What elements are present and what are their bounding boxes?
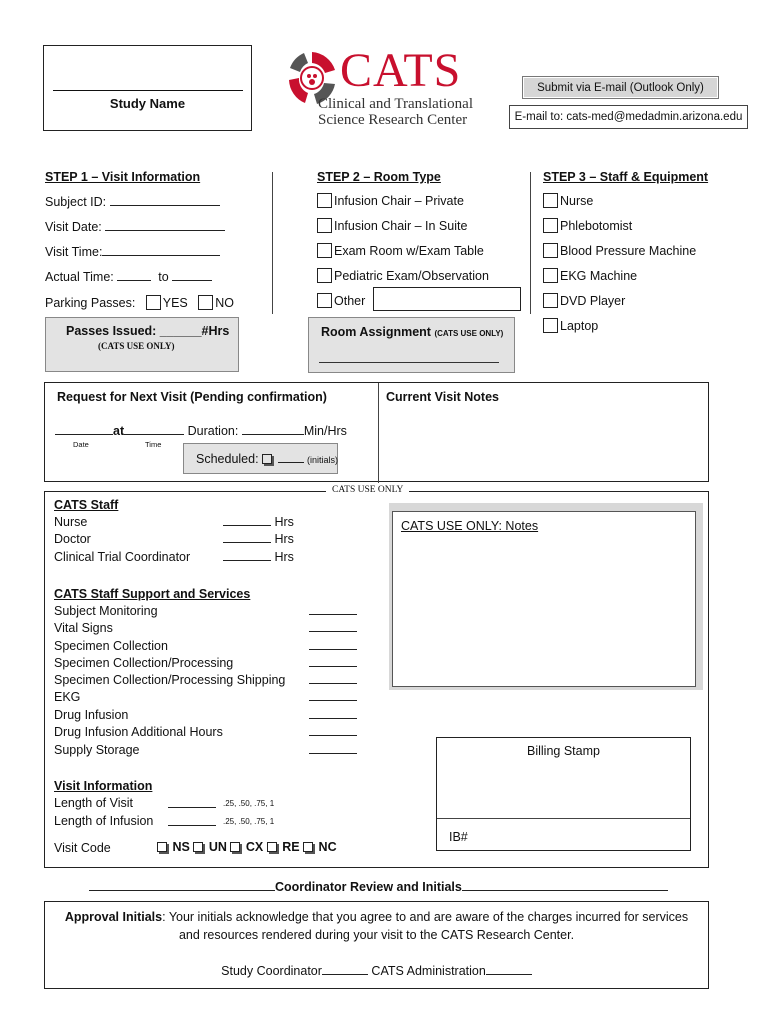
visit-fractions: .25, .50, .75, 1 bbox=[223, 799, 275, 808]
current-visit-notes-label: Current Visit Notes bbox=[386, 390, 499, 404]
parking-passes-field: Parking Passes: YES NO bbox=[45, 296, 234, 310]
service-line-5[interactable] bbox=[309, 690, 357, 701]
service-line-0[interactable] bbox=[309, 604, 357, 615]
length-of-visit-label: Length of Visit bbox=[54, 796, 133, 810]
visit-info-heading: Visit Information bbox=[54, 779, 153, 793]
ib-number-label: IB# bbox=[449, 830, 468, 844]
equip-checkbox[interactable] bbox=[543, 293, 558, 308]
email-address-label: E-mail to: cats-med@medadmin.arizona.edu bbox=[509, 105, 748, 129]
billing-stamp-box bbox=[436, 737, 691, 851]
equip-checkbox[interactable] bbox=[543, 243, 558, 258]
service-5: EKG bbox=[54, 690, 81, 704]
equip-option-5[interactable]: Laptop bbox=[543, 318, 598, 333]
coordinator-review-row bbox=[89, 880, 668, 894]
equip-option-4[interactable]: DVD Player bbox=[543, 293, 625, 308]
code-un-checkbox[interactable] bbox=[193, 842, 203, 852]
room-checkbox[interactable] bbox=[317, 268, 332, 283]
staff-coordinator: Clinical Trial Coordinator bbox=[54, 550, 191, 564]
service-4: Specimen Collection/Processing Shipping bbox=[54, 673, 286, 687]
step3-heading: STEP 3 – Staff & Equipment bbox=[543, 170, 709, 184]
room-assignment-box bbox=[308, 317, 515, 373]
approval-text: Approval Initials: Your initials acknowledge that you agree to and are aware of the charges incurred for services bbox=[64, 910, 689, 924]
code-re-checkbox[interactable] bbox=[267, 842, 277, 852]
equip-option-0[interactable]: Nurse bbox=[543, 193, 593, 208]
equip-checkbox[interactable] bbox=[543, 268, 558, 283]
cats-notes-frame bbox=[389, 503, 703, 690]
service-2: Specimen Collection bbox=[54, 639, 168, 653]
service-7: Drug Infusion Additional Hours bbox=[54, 725, 223, 739]
code-cx-checkbox[interactable] bbox=[230, 842, 240, 852]
room-checkbox[interactable] bbox=[317, 218, 332, 233]
cats-staff-heading: CATS Staff bbox=[54, 498, 119, 512]
step2-heading: STEP 2 – Room Type bbox=[317, 170, 441, 184]
next-visit-box bbox=[44, 382, 709, 482]
length-of-infusion-label: Length of Infusion bbox=[54, 814, 154, 828]
visit-time-field[interactable]: Visit Time: bbox=[45, 245, 220, 259]
logo-sub1: Clinical and Translational bbox=[318, 96, 473, 112]
time-sublabel: Time bbox=[145, 440, 162, 449]
approval-text-2: and resources rendered during your visit to the CATS Research Center. bbox=[178, 928, 575, 942]
other-room-input[interactable] bbox=[373, 287, 521, 311]
staff-doctor: Doctor bbox=[54, 532, 91, 546]
approval-box bbox=[44, 901, 709, 989]
equip-option-2[interactable]: Blood Pressure Machine bbox=[543, 243, 696, 258]
service-line-6[interactable] bbox=[309, 708, 357, 719]
equip-checkbox[interactable] bbox=[543, 193, 558, 208]
cats-use-only-label: CATS USE ONLY bbox=[326, 485, 409, 495]
room-assignment-label: Room Assignment bbox=[321, 325, 431, 339]
cats-notes-label: CATS USE ONLY: Notes bbox=[401, 519, 539, 533]
equip-checkbox[interactable] bbox=[543, 318, 558, 333]
scheduled-box: Scheduled: (initials) bbox=[183, 443, 338, 474]
room-option-2[interactable]: Exam Room w/Exam Table bbox=[317, 243, 484, 258]
parking-no-checkbox[interactable] bbox=[198, 295, 213, 310]
submit-email-button[interactable]: Submit via E-mail (Outlook Only) bbox=[522, 76, 719, 99]
approval-signatures: Study Coordinator CATS Administration bbox=[45, 964, 708, 978]
passes-issued-box bbox=[45, 317, 239, 372]
equip-option-3[interactable]: EKG Machine bbox=[543, 268, 637, 283]
visit-code-options: NS UN CX RE NC bbox=[157, 840, 337, 854]
cats-notes-box[interactable] bbox=[392, 511, 696, 687]
billing-stamp-label: Billing Stamp bbox=[527, 744, 600, 758]
room-checkbox[interactable] bbox=[317, 193, 332, 208]
study-name-label: Study Name bbox=[109, 96, 186, 111]
support-heading: CATS Staff Support and Services bbox=[54, 587, 251, 601]
staff-nurse-hrs[interactable]: Hrs bbox=[223, 515, 294, 529]
room-checkbox[interactable] bbox=[317, 243, 332, 258]
room-option-4[interactable]: Other bbox=[317, 293, 365, 308]
service-line-1[interactable] bbox=[309, 621, 357, 632]
staff-coordinator-hrs[interactable]: Hrs bbox=[223, 550, 294, 564]
service-line-3[interactable] bbox=[309, 656, 357, 667]
next-visit-heading: Request for Next Visit (Pending confirmation) bbox=[57, 390, 327, 404]
passes-issued-label: Passes Issued: ______#Hrs bbox=[66, 324, 230, 338]
coordinator-review-label: Coordinator Review and Initials bbox=[275, 880, 462, 894]
service-3: Specimen Collection/Processing bbox=[54, 656, 234, 670]
actual-time-field[interactable]: Actual Time: to bbox=[45, 270, 212, 284]
service-6: Drug Infusion bbox=[54, 708, 129, 722]
room-assignment-line[interactable] bbox=[319, 362, 499, 363]
scheduled-checkbox[interactable] bbox=[262, 454, 272, 464]
code-nc-checkbox[interactable] bbox=[303, 842, 313, 852]
step1-heading: STEP 1 – Visit Information bbox=[45, 170, 201, 184]
staff-doctor-hrs[interactable]: Hrs bbox=[223, 532, 294, 546]
study-name-box bbox=[43, 45, 252, 131]
cats-admin-line[interactable] bbox=[486, 964, 532, 975]
parking-yes-checkbox[interactable] bbox=[146, 295, 161, 310]
room-assignment-note: (CATS USE ONLY) bbox=[434, 329, 504, 338]
service-8: Supply Storage bbox=[54, 743, 140, 757]
code-ns-checkbox[interactable] bbox=[157, 842, 167, 852]
service-line-8[interactable] bbox=[309, 743, 357, 754]
staff-nurse: Nurse bbox=[54, 515, 88, 529]
logo-text: CATS bbox=[340, 44, 462, 97]
next-visit-datetime[interactable]: at Duration: Min/Hrs bbox=[55, 424, 347, 438]
subject-id-field[interactable]: Subject ID: bbox=[45, 195, 220, 209]
length-of-visit-line[interactable] bbox=[168, 797, 216, 808]
room-option-0[interactable]: Infusion Chair – Private bbox=[317, 193, 464, 208]
logo-sub2: Science Research Center bbox=[318, 112, 468, 128]
passes-cats-use-only: (CATS USE ONLY) bbox=[98, 341, 175, 351]
date-sublabel: Date bbox=[73, 440, 89, 449]
length-of-infusion-line[interactable] bbox=[168, 815, 216, 826]
visit-code-label: Visit Code bbox=[54, 841, 111, 855]
room-checkbox[interactable] bbox=[317, 293, 332, 308]
service-0: Subject Monitoring bbox=[54, 604, 158, 618]
cats-logo bbox=[285, 44, 495, 132]
service-line-2[interactable] bbox=[309, 639, 357, 650]
study-coordinator-line[interactable] bbox=[322, 964, 368, 975]
infusion-fractions: .25, .50, .75, 1 bbox=[223, 817, 275, 826]
room-option-3[interactable]: Pediatric Exam/Observation bbox=[317, 268, 489, 283]
room-option-1[interactable]: Infusion Chair – In Suite bbox=[317, 218, 467, 233]
visit-date-field[interactable]: Visit Date: bbox=[45, 220, 225, 234]
equip-option-1[interactable]: Phlebotomist bbox=[543, 218, 632, 233]
service-line-7[interactable] bbox=[309, 725, 357, 736]
study-name-line[interactable] bbox=[53, 90, 243, 91]
equip-checkbox[interactable] bbox=[543, 218, 558, 233]
service-line-4[interactable] bbox=[309, 673, 357, 684]
service-1: Vital Signs bbox=[54, 621, 113, 635]
